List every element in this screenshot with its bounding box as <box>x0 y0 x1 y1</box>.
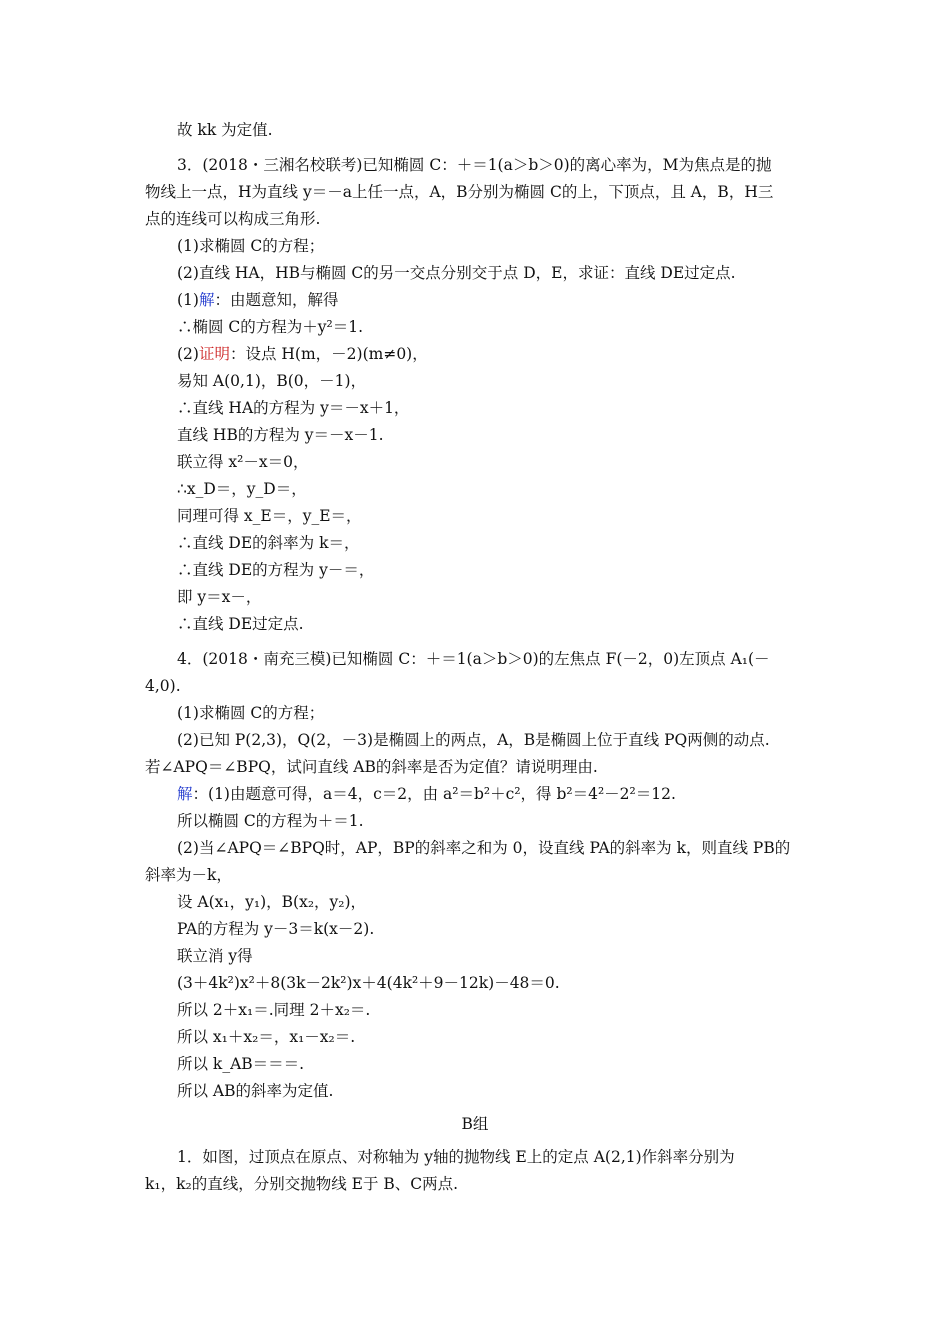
text-line: (3＋4k²)x²＋8(3k－2k²)x＋4(4k²＋9－12k)－48＝0. <box>177 974 560 992</box>
problem-b1-statement: 1．如图，过顶点在原点、对称轴为 y轴的抛物线 E上的定点 A(2,1)作斜率分别为 <box>177 1148 735 1166</box>
text-line: ∴直线 HA的方程为 y＝－x＋1， <box>177 399 410 417</box>
proof-line: (2)证明：设点 H(m，－2)(m≠0)， <box>177 345 428 363</box>
text-line: ∴直线 DE的斜率为 k＝， <box>177 534 360 552</box>
text-line: 直线 HB的方程为 y＝－x－1. <box>177 426 384 444</box>
text-line: 所以 x₁＋x₂＝，x₁－x₂＝. <box>177 1028 356 1046</box>
text-line: 所以 AB的斜率为定值. <box>177 1082 334 1100</box>
proof-label: 证明 <box>198 345 230 363</box>
problem-4-statement: 4．(2018・南充三模)已知椭圆 C：＋＝1(a＞b＞0)的左焦点 F(－2，0)左顶点 A₁(－ <box>177 650 770 668</box>
section-heading: B组 <box>461 1115 489 1133</box>
text-line: 联立消 y得 <box>177 947 253 965</box>
text-line: 易知 A(0,1)，B(0，－1)， <box>177 372 367 390</box>
solution-line: 解：(1)由题意可得，a＝4，c＝2，由 a²＝b²＋c²，得 b²＝4²－2²＝12. <box>177 785 676 803</box>
text-line: 物线上一点，H为直线 y＝－a上任一点，A，B分别为椭圆 C的上，下顶点，且 A，B，H三 <box>145 183 774 201</box>
solution-label: 解 <box>198 291 215 309</box>
text-line: ∴直线 DE的方程为 y－＝， <box>177 561 375 579</box>
text-line: 故 kk 为定值. <box>177 121 273 139</box>
text-line: 斜率为－k， <box>145 866 232 884</box>
text-line: 所以 2＋x₁＝.同理 2＋x₂＝. <box>177 1001 371 1019</box>
text-line: 同理可得 x_E＝，y_E＝， <box>177 507 362 525</box>
text-line: 4,0). <box>145 677 181 695</box>
text-line: k₁，k₂的直线，分别交抛物线 E于 B、C两点. <box>145 1175 459 1193</box>
problem-3-statement: 3．(2018・三湘名校联考)已知椭圆 C：＋＝1(a＞b＞0)的离心率为，M为焦点是的抛 <box>177 156 772 174</box>
text-line: (2)当∠APQ＝∠BPQ时，AP，BP的斜率之和为 0，设直线 PA的斜率为 k，则直线 PB的 <box>177 839 791 857</box>
text-line: ∴x_D＝，y_D＝， <box>177 480 307 498</box>
text-line: PA的方程为 y－3＝k(x－2). <box>177 920 375 938</box>
text-line: 联立得 x²－x＝0， <box>177 453 309 471</box>
text-line: ∴椭圆 C的方程为＋y²＝1. <box>177 318 364 336</box>
text-line: (2)已知 P(2,3)，Q(2，－3)是椭圆上的两点，A，B是椭圆上位于直线 PQ两侧的动点. <box>177 731 770 749</box>
text-line: 所以椭圆 C的方程为＋＝1. <box>177 812 364 830</box>
text-line: ∴直线 DE过定点. <box>177 615 304 633</box>
text-line: (2)直线 HA，HB与椭圆 C的另一交点分别交于点 D，E，求证：直线 DE过定点. <box>177 264 736 282</box>
text-line: (1)求椭圆 C的方程； <box>177 237 325 255</box>
text-line: (1)求椭圆 C的方程； <box>177 704 325 722</box>
text-line: 所以 k_AB＝＝＝. <box>177 1055 305 1073</box>
text-line: 点的连线可以构成三角形. <box>145 210 321 228</box>
solution-line: (1)解：由题意知，解得 <box>177 291 339 309</box>
text-line: 若∠APQ＝∠BPQ，试问直线 AB的斜率是否为定值？请说明理由. <box>145 758 598 776</box>
text-line: 即 y＝x－， <box>177 588 262 606</box>
solution-label: 解 <box>177 785 193 803</box>
text-line: 设 A(x₁，y₁)，B(x₂，y₂)， <box>177 893 367 911</box>
